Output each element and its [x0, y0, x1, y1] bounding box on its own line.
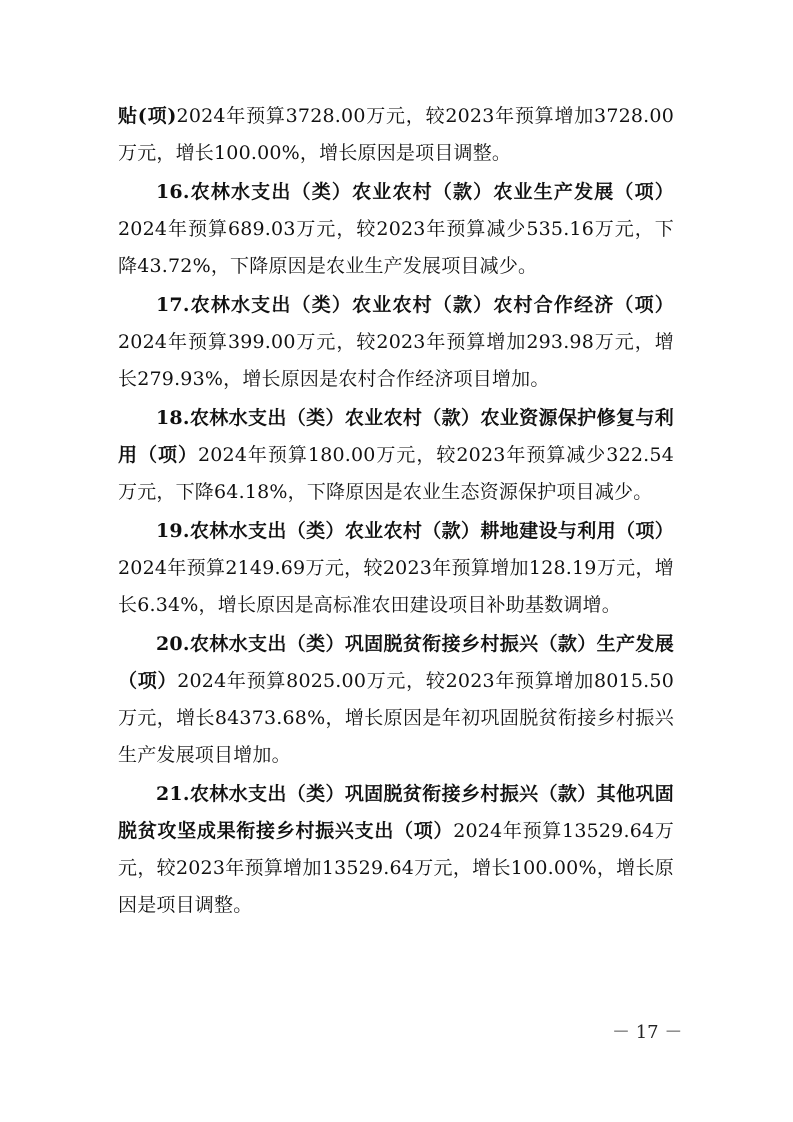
paragraph-heading: 19.农林水支出（类）农业农村（款）耕地建设与利用（项） [156, 520, 674, 542]
paragraph-19 [118, 513, 674, 624]
paragraph-17 [118, 287, 674, 398]
paragraph-text: 2024年预算180.00万元，较2023年预算减少322.54万元，下降64.18%，下降原因是农业生态资源保护项目减少。 [118, 444, 674, 503]
paragraph-1 [118, 98, 674, 172]
paragraph-heading: 贴(项) [118, 105, 177, 127]
paragraph-20 [118, 626, 674, 774]
paragraph-heading: 18.农林水支出（类）农业农村（款）农业资源保护修复与利用（项） [118, 407, 674, 466]
paragraph-text: 2024年预算2149.69万元，较2023年预算增加128.19万元，增长6.34%，增长原因是高标准农田建设项目补助基数调增。 [118, 557, 674, 616]
paragraph-heading: 16.农林水支出（类）农业农村（款）农业生产发展（项） [156, 181, 674, 203]
paragraph-text: 2024年预算13529.64万元，较2023年预算增加13529.64万元，增长100.00%，增长原因是项目调整。 [118, 820, 675, 916]
paragraph-text: 2024年预算3728.00万元，较2023年预算增加3728.00万元，增长100.00%，增长原因是项目调整。 [118, 105, 674, 164]
paragraph-text: 2024年预算8025.00万元，较2023年预算增加8015.50万元，增长84373.68%，增长原因是年初巩固脱贫衔接乡村振兴生产发展项目增加。 [118, 670, 674, 766]
paragraph-text: 2024年预算399.00万元，较2023年预算增加293.98万元，增长279.93%，增长原因是农村合作经济项目增加。 [118, 331, 674, 390]
paragraph-heading: 20.农林水支出（类）巩固脱贫衔接乡村振兴（款）生产发展（项） [118, 633, 674, 692]
paragraph-18 [118, 400, 674, 511]
document-body [118, 98, 674, 926]
paragraph-text: 2024年预算689.03万元，较2023年预算减少535.16万元，下降43.72%，下降原因是农业生产发展项目减少。 [118, 218, 674, 277]
paragraph-heading: 21.农林水支出（类）巩固脱贫衔接乡村振兴（款）其他巩固脱贫攻坚成果衔接乡村振兴支出（项） [118, 783, 674, 842]
paragraph-heading: 17.农林水支出（类）农业农村（款）农村合作经济（项） [156, 294, 674, 316]
page-number: － 17 － [612, 1022, 683, 1043]
paragraph-21 [118, 776, 674, 924]
paragraph-16 [118, 174, 674, 285]
